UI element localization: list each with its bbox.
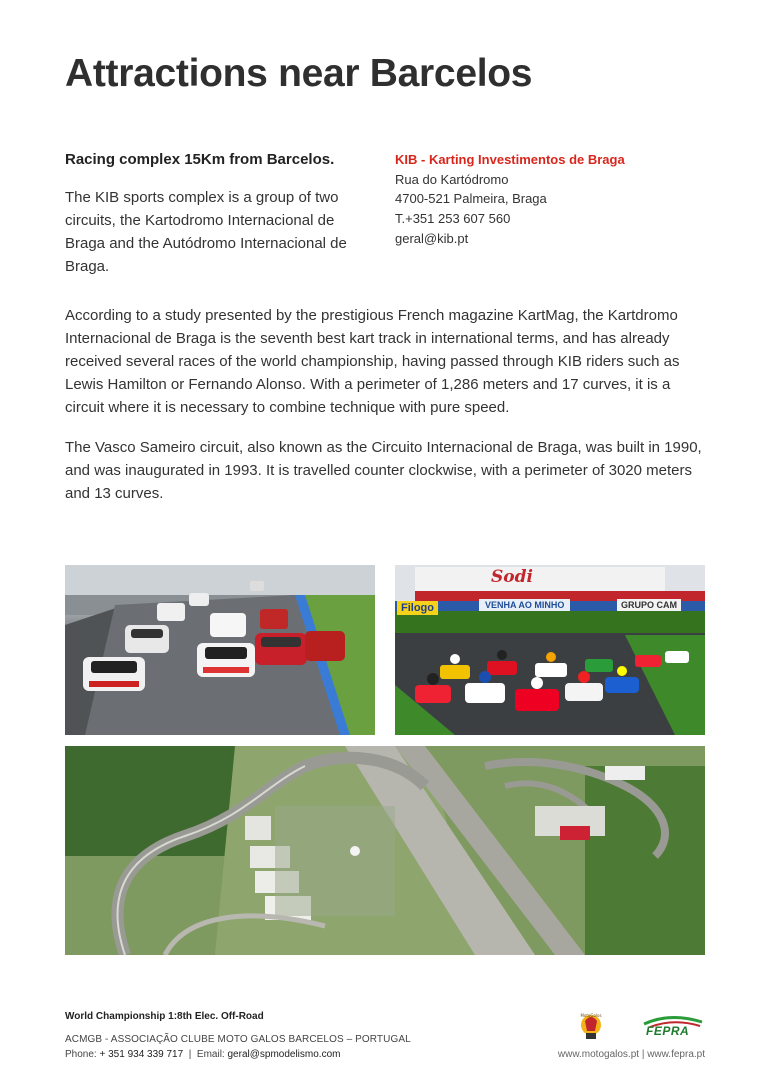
intro-paragraph: The KIB sports complex is a group of two circuits, the Kartodromo Internacional de Braga and the Autódromo Internacional de Braga. (65, 189, 347, 275)
banner-venha-ao-minho: VENHA AO MINHO (479, 599, 570, 611)
banner-sodi: Sodi (491, 567, 533, 587)
fepra-logo (640, 1014, 706, 1038)
phone-label: Phone: (65, 1049, 97, 1060)
banner-grupo-cam: GRUPO CAM (617, 599, 681, 611)
contact-email[interactable]: geral@kib.pt (395, 230, 469, 246)
aerial-circuit-photo (65, 746, 705, 955)
body-paragraph: The Vasco Sameiro circuit, also known as the Circuito Internacional de Braga, was built in 1990, and was inaugurated in 1993. It is travelled counter clockwise, with a perimeter of 3020 meters and 13 curves. (65, 439, 702, 502)
phone-value: + 351 934 339 717 (99, 1049, 184, 1060)
contact-org: KIB - Karting Investimentos de Braga (395, 152, 625, 167)
body-paragraph: According to a study presented by the prestigious French magazine KartMag, the Kartdromo Internacional de Braga is the seventh best kart track in international terms, and has already received several races of the world championship, having passed through KIB riders such as Lewis Hamilton or Fernando Alonso. With a perimeter of 1,286 meters and 17 curves, it is a circuit where it is necessary to combine technique with pure speed. (65, 307, 680, 416)
page-title: Attractions near Barcelos (65, 52, 533, 95)
separator: | (188, 1049, 192, 1060)
footer-contact (65, 1049, 340, 1060)
contact-city: 4700-521 Palmeira, Braga (395, 191, 547, 207)
karting-photo (395, 565, 705, 735)
touring-cars-photo (65, 565, 375, 735)
section-subhead: Racing complex 15Km from Barcelos. (65, 151, 335, 168)
banner-filogo: Filogo (397, 601, 438, 615)
svg-text:MotoGalos: MotoGalos (580, 1013, 602, 1018)
contact-phone: T.+351 253 607 560 (395, 211, 511, 227)
moto-galos-logo-icon (578, 1011, 604, 1043)
contact-block (395, 150, 625, 249)
footer-websites[interactable]: www.motogalos.pt | www.fepra.pt (557, 1049, 705, 1060)
fepra-logo-text: FEPRA (646, 1024, 690, 1038)
footer-association: ACMGB - ASSOCIAÇÃO CLUBE MOTO GALOS BARCELOS – PORTUGAL (65, 1034, 411, 1045)
email-label: Email: (196, 1049, 225, 1060)
contact-street: Rua do Kartódromo (395, 171, 509, 187)
footer-title: World Championship 1:8th Elec. Off-Road (65, 1011, 264, 1022)
email-value[interactable]: geral@spmodelismo.com (227, 1049, 341, 1060)
